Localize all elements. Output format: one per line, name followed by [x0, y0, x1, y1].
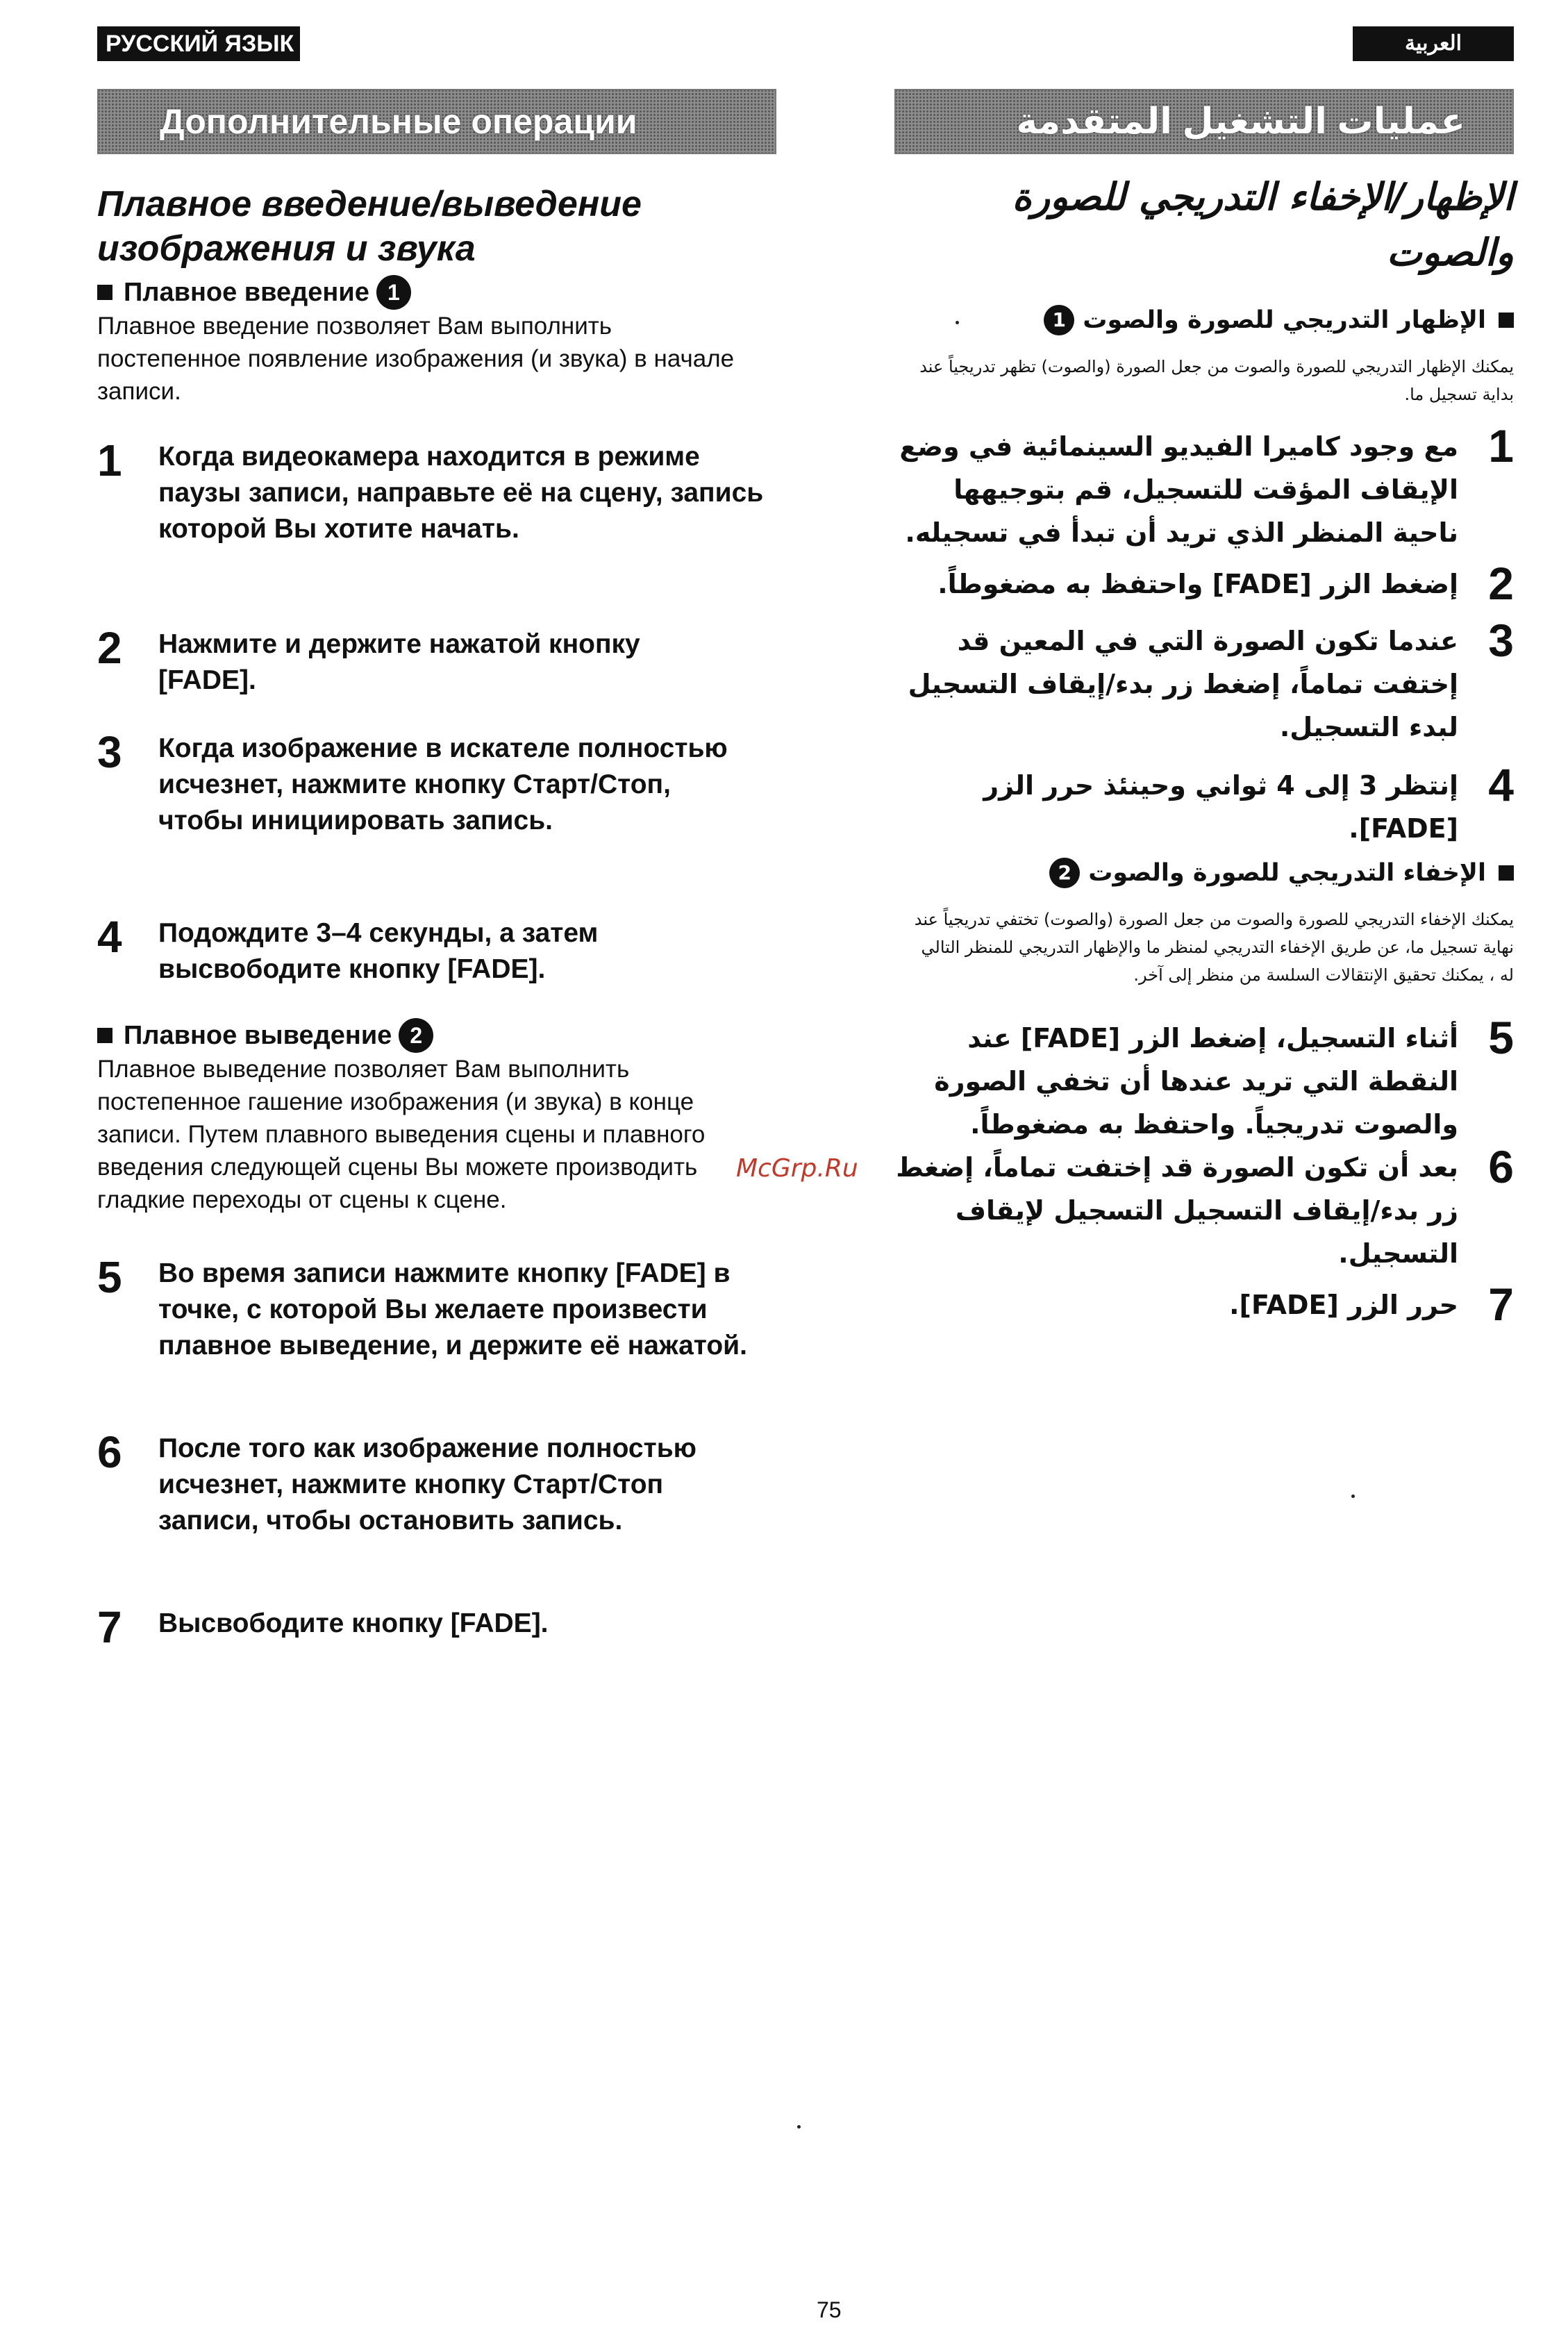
step-number: 3 [1488, 615, 1514, 666]
square-bullet-icon [97, 285, 112, 300]
language-tag-arabic: العربية [1353, 26, 1514, 61]
ru-fade-in-intro: Плавное введение позволяет Вам выполнить постепенное появление изображения (и звука) в начале записи. [97, 313, 735, 405]
step-number: 6 [97, 1427, 122, 1477]
step-text: Нажмите и держите нажатой кнопку [FADE]. [158, 629, 640, 695]
ru-fade-out-heading-text: Плавное выведение [124, 1021, 392, 1050]
ar-fade-in-intro: يمكنك الإظهار التدريجي للصورة والصوت من جعل الصورة (والصوت) تظهر تدريجياً عند بداية تسجيل ما. [919, 357, 1514, 404]
ar-page-title: الإظهار/الإخفاء التدريجي للصورة والصوت [1012, 175, 1514, 274]
scan-speck [956, 321, 959, 324]
section-banner-russian [97, 89, 776, 154]
ru-fade-out-section [97, 1018, 757, 1216]
ru-fade-in-heading-text: Плавное введение [124, 278, 369, 307]
step-text: إنتظر 3 إلى 4 ثواني وحينئذ حرر الزر [FADE]. [983, 770, 1458, 844]
step-text: Подождите 3–4 секунды, а затем высвободите кнопку [FADE]. [158, 918, 599, 984]
step-number: 2 [1488, 558, 1514, 609]
step-number: 7 [97, 1602, 122, 1652]
ar-fade-out-heading-text: الإخفاء التدريجي للصورة والصوت [1088, 859, 1486, 887]
step-number: 1 [1488, 420, 1514, 472]
section-banner-arabic [894, 89, 1514, 154]
ru-fade-out-heading [97, 1018, 757, 1053]
step-text: Когда изображение в искателе полностью исчезнет, нажмите кнопку Старт/Стоп, чтобы инициировать запись. [158, 733, 728, 835]
step-text: مع وجود كاميرا الفيديو السينمائية في وضع الإيقاف المؤقت للتسجيل، قم بتوجيهها ناحية المنظر الذي تريد أن تبدأ في تسجيله. [899, 431, 1458, 548]
ar-fade-out-heading [917, 856, 1514, 890]
square-bullet-icon [1499, 313, 1514, 328]
watermark: McGrp.Ru [736, 1154, 858, 1183]
ar-fade-in-heading-text: الإظهار التدريجي للصورة والصوت [1083, 306, 1486, 334]
scan-speck [1351, 1495, 1355, 1498]
language-tag-russian: РУССКИЙ ЯЗЫК [97, 26, 300, 61]
step-text: بعد أن تكون الصورة قد إختفت تماماً، إضغط زر بدء/إيقاف التسجيل التسجيل لإيقاف التسجيل. [896, 1152, 1458, 1269]
circled-number-icon: 2 [1049, 858, 1080, 888]
step-text: عندما تكون الصورة التي في المعين قد إختفت تماماً، إضغط زر بدء/إيقاف التسجيل لبدء التسجيل. [908, 626, 1458, 742]
step-text: Во время записи нажмите кнопку [FADE] в точке, с которой Вы желаете произвести плавное выведение, и держите её нажатой. [158, 1258, 747, 1360]
step-text: حرر الزر [FADE]. [1229, 1290, 1458, 1320]
step-number: 6 [1488, 1141, 1514, 1192]
circled-number-icon: 1 [1044, 305, 1074, 335]
ar-fade-out-intro: يمكنك الإخفاء التدريجي للصورة والصوت من جعل الصورة (والصوت) تختفي تدريجياً عند نهاية تسجيل ما، عن طريق الإخفاء التدريجي لمنظر ما والإظهار التدريجي للمنظر التالي له ، يمكنك تحقيق الإنتقالات السلسة من منظر إلى آخر. [914, 910, 1514, 985]
section-banner-arabic-text: عمليات التشغيل المتقدمة [1016, 101, 1465, 142]
ru-fade-out-intro: Плавное выведение позволяет Вам выполнить постепенное гашение изображения (и звука) в конце записи. Путем плавного выведения сцены и плавного введения следующей сцены Вы можете производить гладкие переходы от сцены к сцене. [97, 1056, 706, 1213]
step-number: 3 [97, 727, 122, 777]
step-text: После того как изображение полностью исчезнет, нажмите кнопку Старт/Стоп записи, чтобы остановить запись. [158, 1433, 697, 1535]
step-number: 1 [97, 435, 122, 485]
step-number: 5 [97, 1252, 122, 1302]
circled-number-icon: 1 [376, 275, 411, 310]
circled-number-icon: 2 [399, 1018, 433, 1053]
ru-title-block [97, 182, 757, 271]
ru-page-title: Плавное введение/выведение изображения и звука [97, 184, 642, 269]
scan-speck [797, 2125, 801, 2129]
ru-fade-in-section [97, 275, 757, 408]
section-banner-russian-text: Дополнительные операции [160, 102, 637, 141]
step-number: 4 [1488, 759, 1514, 810]
step-text: إضغط الزر [FADE] واحتفظ به مضغوطاً. [937, 569, 1458, 599]
square-bullet-icon [1499, 865, 1514, 881]
square-bullet-icon [97, 1028, 112, 1043]
step-text: Когда видеокамера находится в режиме паузы записи, направьте её на сцену, запись которой Вы хотите начать. [158, 442, 764, 544]
page-number: 75 [817, 2297, 842, 2322]
step-number: 7 [1488, 1279, 1514, 1330]
step-number: 5 [1488, 1012, 1514, 1063]
step-text: Высвободите кнопку [FADE]. [158, 1608, 549, 1638]
step-text: أثناء التسجيل، إضغط الزر [FADE] عند النقطة التي تريد عندها أن تخفي الصورة والصوت تدريجياً. واحتفظ به مضغوطاً. [934, 1023, 1458, 1140]
step-number: 4 [97, 912, 122, 962]
step-number: 2 [97, 623, 122, 673]
ar-fade-in-heading [917, 303, 1514, 338]
ru-fade-in-heading [97, 275, 757, 310]
